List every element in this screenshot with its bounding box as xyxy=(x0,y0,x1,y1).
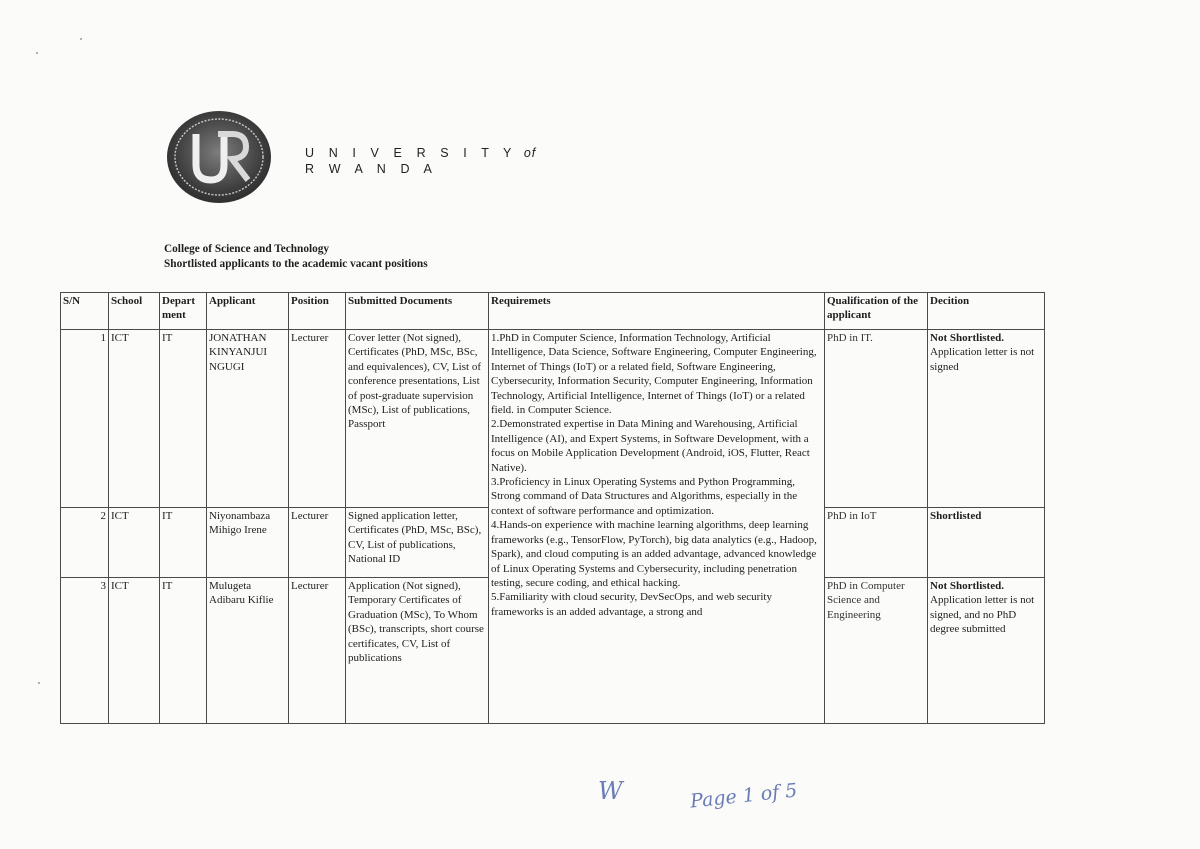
decision-status: Not Shortlisted. xyxy=(930,580,1004,592)
header-requirements: Requiremets xyxy=(489,293,825,330)
university-wordmark xyxy=(305,145,536,177)
college-name: College of Science and Technology xyxy=(164,243,330,255)
requirement-item: 2.Demonstrated expertise in Data Mining and Warehousing, Artificial Intelligence (AI), and Expert Systems, in Software Development, with a focus on Mobile Application Development (Android, iOS, Flutter, React Native). xyxy=(491,418,810,474)
header-decision: Decition xyxy=(928,293,1045,330)
scan-speck xyxy=(80,38,82,40)
cell-school: ICT xyxy=(109,578,160,724)
decision-status: Shortlisted xyxy=(930,510,982,522)
university-logo xyxy=(166,110,272,204)
decision-note: Application letter is not signed xyxy=(930,346,1035,373)
brand-line-2: R W A N D A xyxy=(305,162,438,176)
cell-applicant: JONATHAN KINYANJUI NGUGI xyxy=(207,330,289,508)
cell-sn: 3 xyxy=(61,578,109,724)
header-documents: Submitted Documents xyxy=(346,293,489,330)
header-applicant: Applicant xyxy=(207,293,289,330)
table-header-row xyxy=(61,293,1045,330)
brand-line-1: U N I V E R S I T Y xyxy=(305,146,517,160)
cell-position: Lecturer xyxy=(289,330,346,508)
header-position: Position xyxy=(289,293,346,330)
cell-documents xyxy=(346,508,489,578)
requirement-item: 5.Familiarity with cloud security, DevSecOps, and web security frameworks is an added advantage, a strong and xyxy=(491,591,772,618)
decision-status: Not Shortlisted. xyxy=(930,332,1004,344)
cell-documents: Cover letter (Not signed), Certificates (PhD, MSc, BSc, and equivalences), CV, List of conference presentations, List of post-graduate supervision (MSc), List of publications, Passport xyxy=(346,330,489,508)
cell-decision xyxy=(928,330,1045,508)
cell-department: IT xyxy=(160,508,207,578)
header-sn: S/N xyxy=(61,293,109,330)
shortlist-table xyxy=(60,292,1045,724)
requirement-item: 1.PhD in Computer Science, Information Technology, Artificial Intelligence, Data Science, Software Engineering, Computer Engineering, Internet of Things (IoT) or a related field, Software Engineering, Cybersecurity, Information Security, Computer Engineering, Information Technology, Artificial Intelligence, Internet of Things (IoT) or a related field. in Computer Science. xyxy=(491,332,817,417)
cell-qualification: PhD in Computer Science and Engineering xyxy=(825,578,928,724)
cell-documents: Application (Not signed), Temporary Certificates of Graduation (MSc), To Whom (BSc), transcripts, short course certificates, CV, List of publications xyxy=(346,578,489,724)
cell-department: IT xyxy=(160,578,207,724)
cell-sn: 2 xyxy=(61,508,109,578)
cell-position: Lecturer xyxy=(289,508,346,578)
requirement-item: 4.Hands-on experience with machine learning algorithms, deep learning frameworks (e.g., TensorFlow, PyTorch), big data analytics (e.g., Hadoop, Spark), and cloud computing is an added advantage, advanced knowledge of Linux Operating Systems and Cybersecurity, including penetration testing, secure coding, and ethical hacking. xyxy=(491,519,817,589)
documents-text: Signed application letter, Certificates (PhD, MSc, BSc), CV, List of publications, National ID xyxy=(348,510,482,566)
handwritten-initials: W xyxy=(598,777,623,805)
header-qualification: Qualification of the applicant xyxy=(825,293,928,330)
document-title: Shortlisted applicants to the academic vacant positions xyxy=(164,258,428,270)
cell-decision xyxy=(928,508,1045,578)
cell-school: ICT xyxy=(109,330,160,508)
decision-note: Application letter is not signed, and no PhD degree submitted xyxy=(930,594,1035,636)
cell-qualification: PhD in IoT xyxy=(825,508,928,578)
cell-position: Lecturer xyxy=(289,578,346,724)
scan-speck xyxy=(38,682,40,684)
header-school: School xyxy=(109,293,160,330)
cell-department: IT xyxy=(160,330,207,508)
cell-school: ICT xyxy=(109,508,160,578)
cell-applicant: Mulugeta Adibaru Kiflie xyxy=(207,578,289,724)
table-row xyxy=(61,330,1045,508)
handwritten-page-number: Page 1 of 5 xyxy=(689,779,799,813)
requirement-item: 3.Proficiency in Linux Operating Systems and Python Programming, Strong command of Data Structures and Algorithms, especially in the context of software performance and optimization. xyxy=(491,476,798,517)
cell-applicant: Niyonambaza Mihigo Irene xyxy=(207,508,289,578)
brand-of: of xyxy=(523,146,537,160)
scan-speck xyxy=(36,52,38,54)
header-department: Depart ment xyxy=(160,293,207,330)
cell-sn: 1 xyxy=(61,330,109,508)
cell-decision xyxy=(928,578,1045,724)
cell-qualification: PhD in IT. xyxy=(825,330,928,508)
document-heading xyxy=(164,242,428,272)
cell-requirements xyxy=(489,330,825,724)
